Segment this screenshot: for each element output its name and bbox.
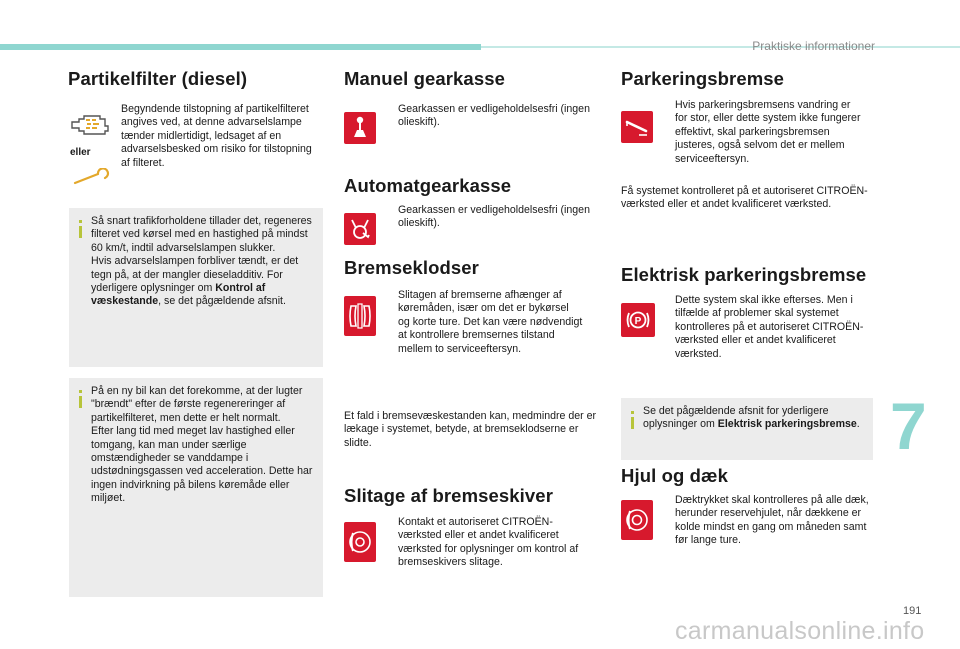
info-bar: [631, 417, 634, 429]
header-line: [481, 46, 960, 48]
parking-brake-service-text: Få systemet kontrolleret på et autoriseret CITROËN-værksted eller et andet kvalificeret værksted.: [621, 185, 868, 211]
parking-brake-text: Hvis parkeringsbremsens vandring er for stor, eller dette system ikke fungerer effektivt, skal parkeringsbremsen justeres, også selvom det er mellem serviceeftersyn.: [675, 99, 861, 165]
section-label: Praktiske informationer: [752, 39, 875, 53]
manual-gearbox-text: Gearkassen er vedligeholdelsesfri (ingen olieskift).: [398, 103, 590, 129]
gear-stick-icon: [347, 115, 373, 141]
header-accent-bar: [0, 44, 481, 50]
brake-discs-icon-box: [344, 522, 376, 562]
regeneration-text: Så snart trafikforholdene tillader det, regeneres filteret ved kørsel med en hastighed på mindst 60 km/t, indtil advarselslampen slukker.: [91, 215, 312, 254]
brake-discs-text: Kontakt et autoriseret CITROËN-værksted eller et andet kvalificeret værksted for oplysninger om kontrol af bremseskivers slitage.: [398, 516, 579, 569]
info-dot: [631, 411, 634, 414]
automatic-gearbox-text: Gearkassen er vedligeholdelsesfri (ingen olieskift).: [398, 204, 590, 230]
wheels-tyres-title: Hjul og dæk: [621, 465, 728, 486]
parking-brake-title: Parkeringsbremse: [621, 68, 785, 89]
electric-parking-brake-text: Dette system skal ikke efterses. Men i tilfælde af problemer skal systemet kontrolleres på et autoriseret CITROËN-værksted eller et andet kvalificeret værksted.: [675, 294, 864, 360]
brake-discs-title: Slitage af bremseskiver: [344, 485, 553, 506]
new-car-smell-text: På en ny bil kan det forekomme, at der lugter "brændt" efter de første regenereringer af partikelfilteret, men dette er helt normalt.: [91, 385, 303, 424]
page-number: 191: [903, 605, 922, 617]
info-box-new-car: [69, 378, 323, 597]
particle-filter-title: Partikelfilter (diesel): [68, 68, 248, 89]
brake-disc-icon: [347, 525, 373, 559]
particle-filter-warning-icon: [70, 113, 110, 139]
info-box-regeneration: Så snart trafikforholdene tillader det, regeneres filteret ved kørsel med en hastighed på mindst 60 km/t, indtil advarselslampen slukker. Hvis advarselslampen forbliver tændt, er det tegn på, at der mangler dieseladditiv. For yderligere oplysninger om Kontrol af væskestande, se det pågældende afsnit.: [69, 208, 323, 367]
brake-fluid-text: Et fald i bremsevæskestanden kan, medmindre der er lækage i systemet, betyde, at bremseklodserne er slidte.: [344, 410, 597, 449]
brake-pad-icon: [347, 299, 373, 333]
electric-parking-brake-icon-box: [621, 303, 655, 337]
manual-gearbox-icon-box: [344, 112, 376, 144]
parking-brake-icon-box: [621, 111, 653, 143]
brake-pads-title: Bremseklodser: [344, 257, 479, 278]
svg-text:P: P: [634, 316, 642, 327]
electric-parking-brake-icon: [625, 307, 651, 333]
info-box-electric-brake: Se det pågældende afsnit for yderligere oplysninger om Elektrisk parkeringsbremse.: [621, 398, 873, 460]
water-vapour-text: Efter lang tid med meget lav hastighed eller tomgang, kan man under særlige omstændigheder se vanddampe i udstødningsgassen ved acceleration. Dette har ingen indvirkning på bilens køremåde eller miljøet.: [91, 425, 313, 505]
watermark: carmanualsonline.info: [675, 617, 925, 645]
eller-label: eller: [70, 147, 91, 158]
brake-pads-icon-box: [344, 296, 376, 336]
tyre-icon: [624, 503, 650, 537]
wrench-icon: [72, 168, 112, 186]
additive-text: Hvis advarselslampen forbliver tændt, er det tegn på, at der mangler dieseladditiv. For yderligere oplysninger om: [91, 255, 299, 295]
electric-parking-brake-link: Elektrisk parkeringsbremse: [717, 418, 857, 431]
automatic-gearbox-title: Automatgearkasse: [344, 175, 512, 196]
handbrake-lever-icon: [624, 114, 650, 140]
electric-parking-brake-title: Elektrisk parkeringsbremse: [621, 264, 867, 285]
tyres-text: Dæktrykket skal kontrolleres på alle dæk, herunder reservehjulet, når dækkene er kolde mindst en gang om måneden samt før lange ture.: [675, 494, 869, 547]
oil-can-icon: [347, 216, 373, 242]
manual-gearbox-title: Manuel gearkasse: [344, 68, 505, 89]
tyres-icon-box: [621, 500, 653, 540]
fluid-levels-link: Kontrol af væskestande: [91, 282, 266, 308]
info-bar: [79, 226, 82, 238]
automatic-gearbox-icon-box: [344, 213, 376, 245]
particle-filter-text: Begyndende tilstopning af partikelfilteret angives ved, at denne advarselslampe tænder midlertidigt, ledsaget af en advarselsbesked om risiko for tilstopning af filteret.: [121, 103, 312, 169]
info-dot: [79, 390, 82, 393]
brake-pads-text: Slitagen af bremserne afhænger af køremåden, især om det er bykørsel og korte ture. Det kan være nødvendigt at kontrollere bremsernes tilstand mellem to serviceeftersyn.: [398, 289, 583, 355]
info-dot: [79, 220, 82, 223]
chapter-number: 7: [890, 389, 927, 463]
info-bar: [79, 396, 82, 408]
